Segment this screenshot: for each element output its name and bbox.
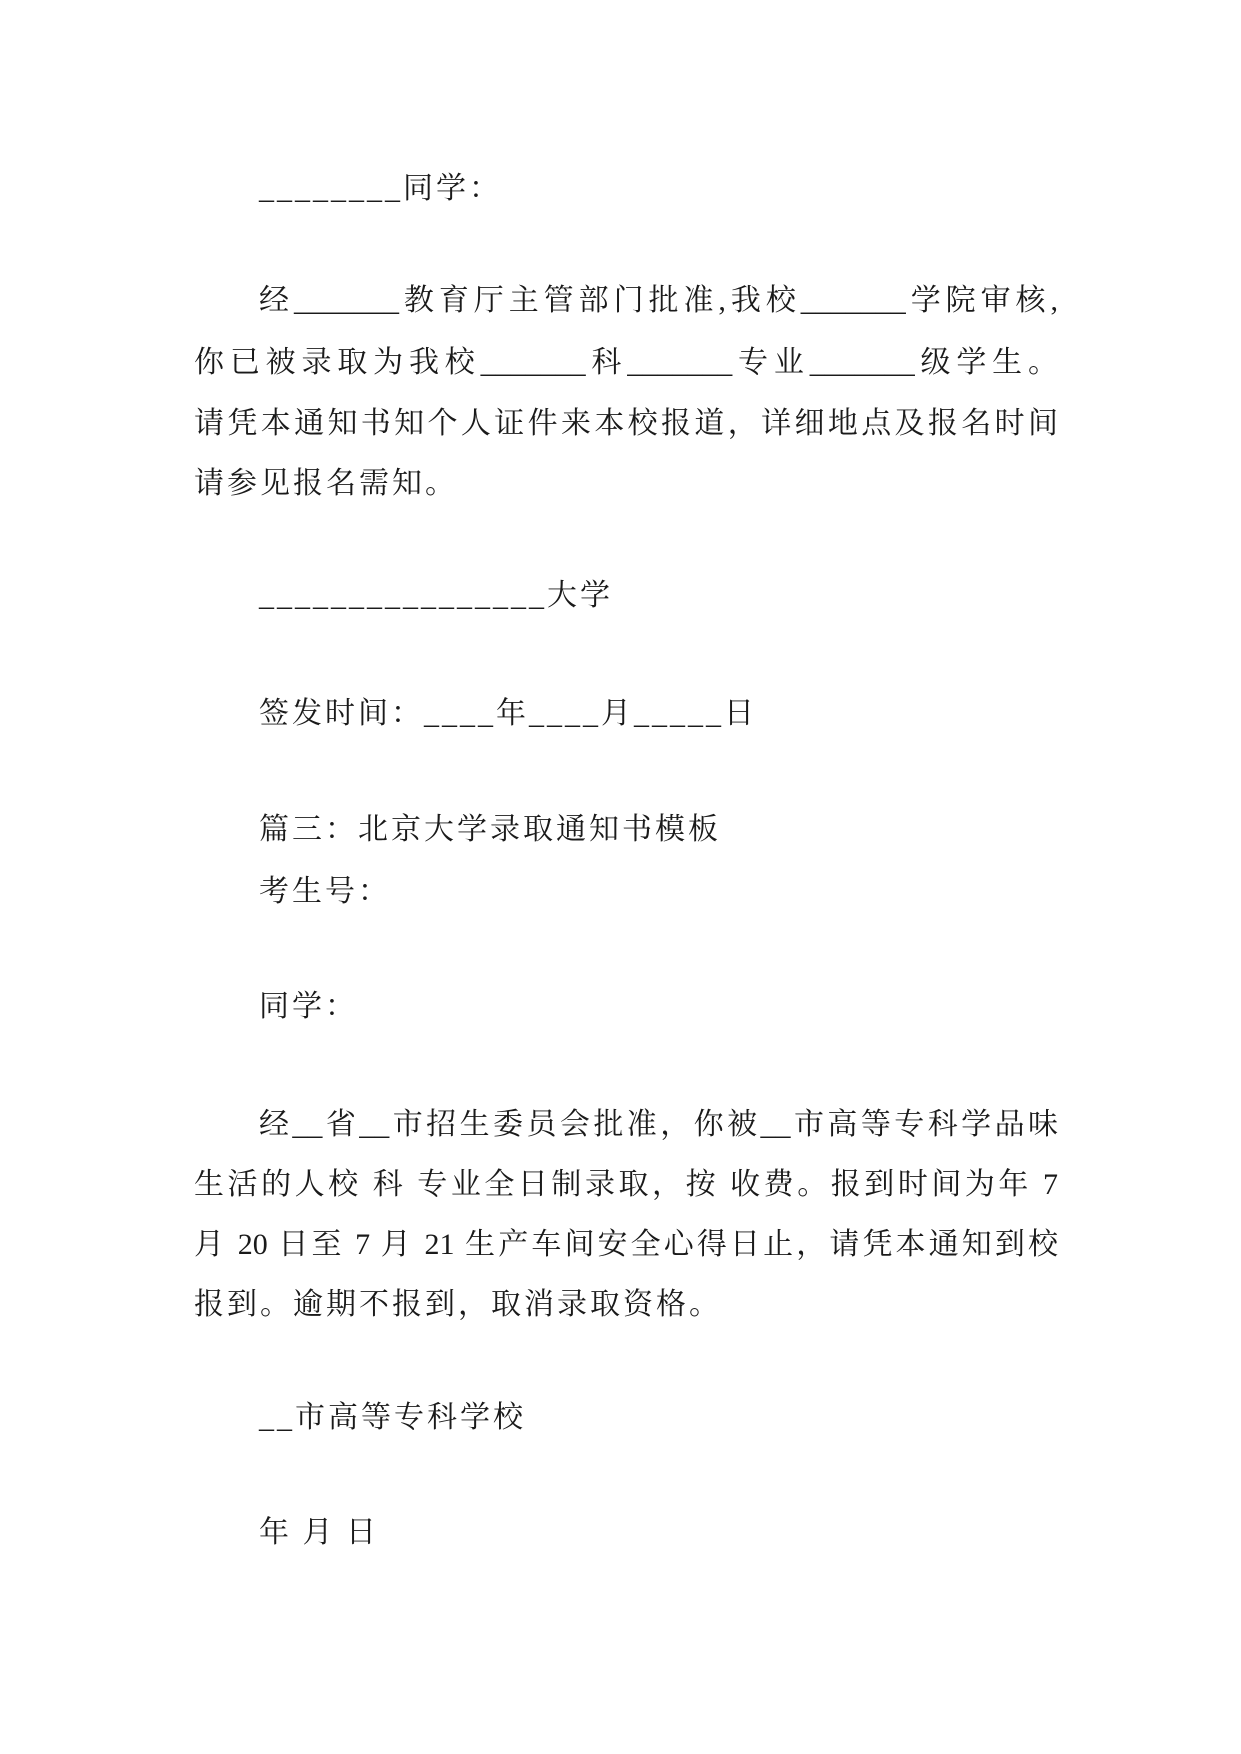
date-line: 年 月 日 xyxy=(259,1516,379,1549)
body-line: 请凭本通知书知个人证件来本校报道，详细地点及报名时间 xyxy=(194,407,1058,440)
body-line: 报到。逾期不报到，取消录取资格。 xyxy=(194,1288,722,1321)
body-line: 月 20 日至 7 月 21 生产车间安全心得日止，请凭本通知到校 xyxy=(194,1228,1058,1261)
body-line: 生活的人校 科 专业全日制录取，按 收费。报到时间为年 7 xyxy=(194,1168,1058,1201)
body-line: 经__省__市招生委员会批准，你被__市高等专科学品味 xyxy=(259,1108,1058,1141)
exam-number-label: 考生号： xyxy=(259,875,391,908)
salutation-line: ________同学： xyxy=(259,172,502,205)
university-signature: ________________大学 xyxy=(259,579,613,612)
body-line: 经_______教育厅主管部门批准,我校_______学院审核, xyxy=(259,284,1058,317)
body-line: 请参见报名需知。 xyxy=(194,467,458,500)
section-heading: 篇三：北京大学录取通知书模板 xyxy=(259,813,721,846)
school-signature: __市高等专科学校 xyxy=(259,1401,526,1434)
issue-date-line: 签发时间：____年____月_____日 xyxy=(259,697,757,730)
body-line: 你已被录取为我校_______科_______专业_______级学生。 xyxy=(194,346,1058,379)
salutation-line: 同学： xyxy=(259,990,358,1023)
